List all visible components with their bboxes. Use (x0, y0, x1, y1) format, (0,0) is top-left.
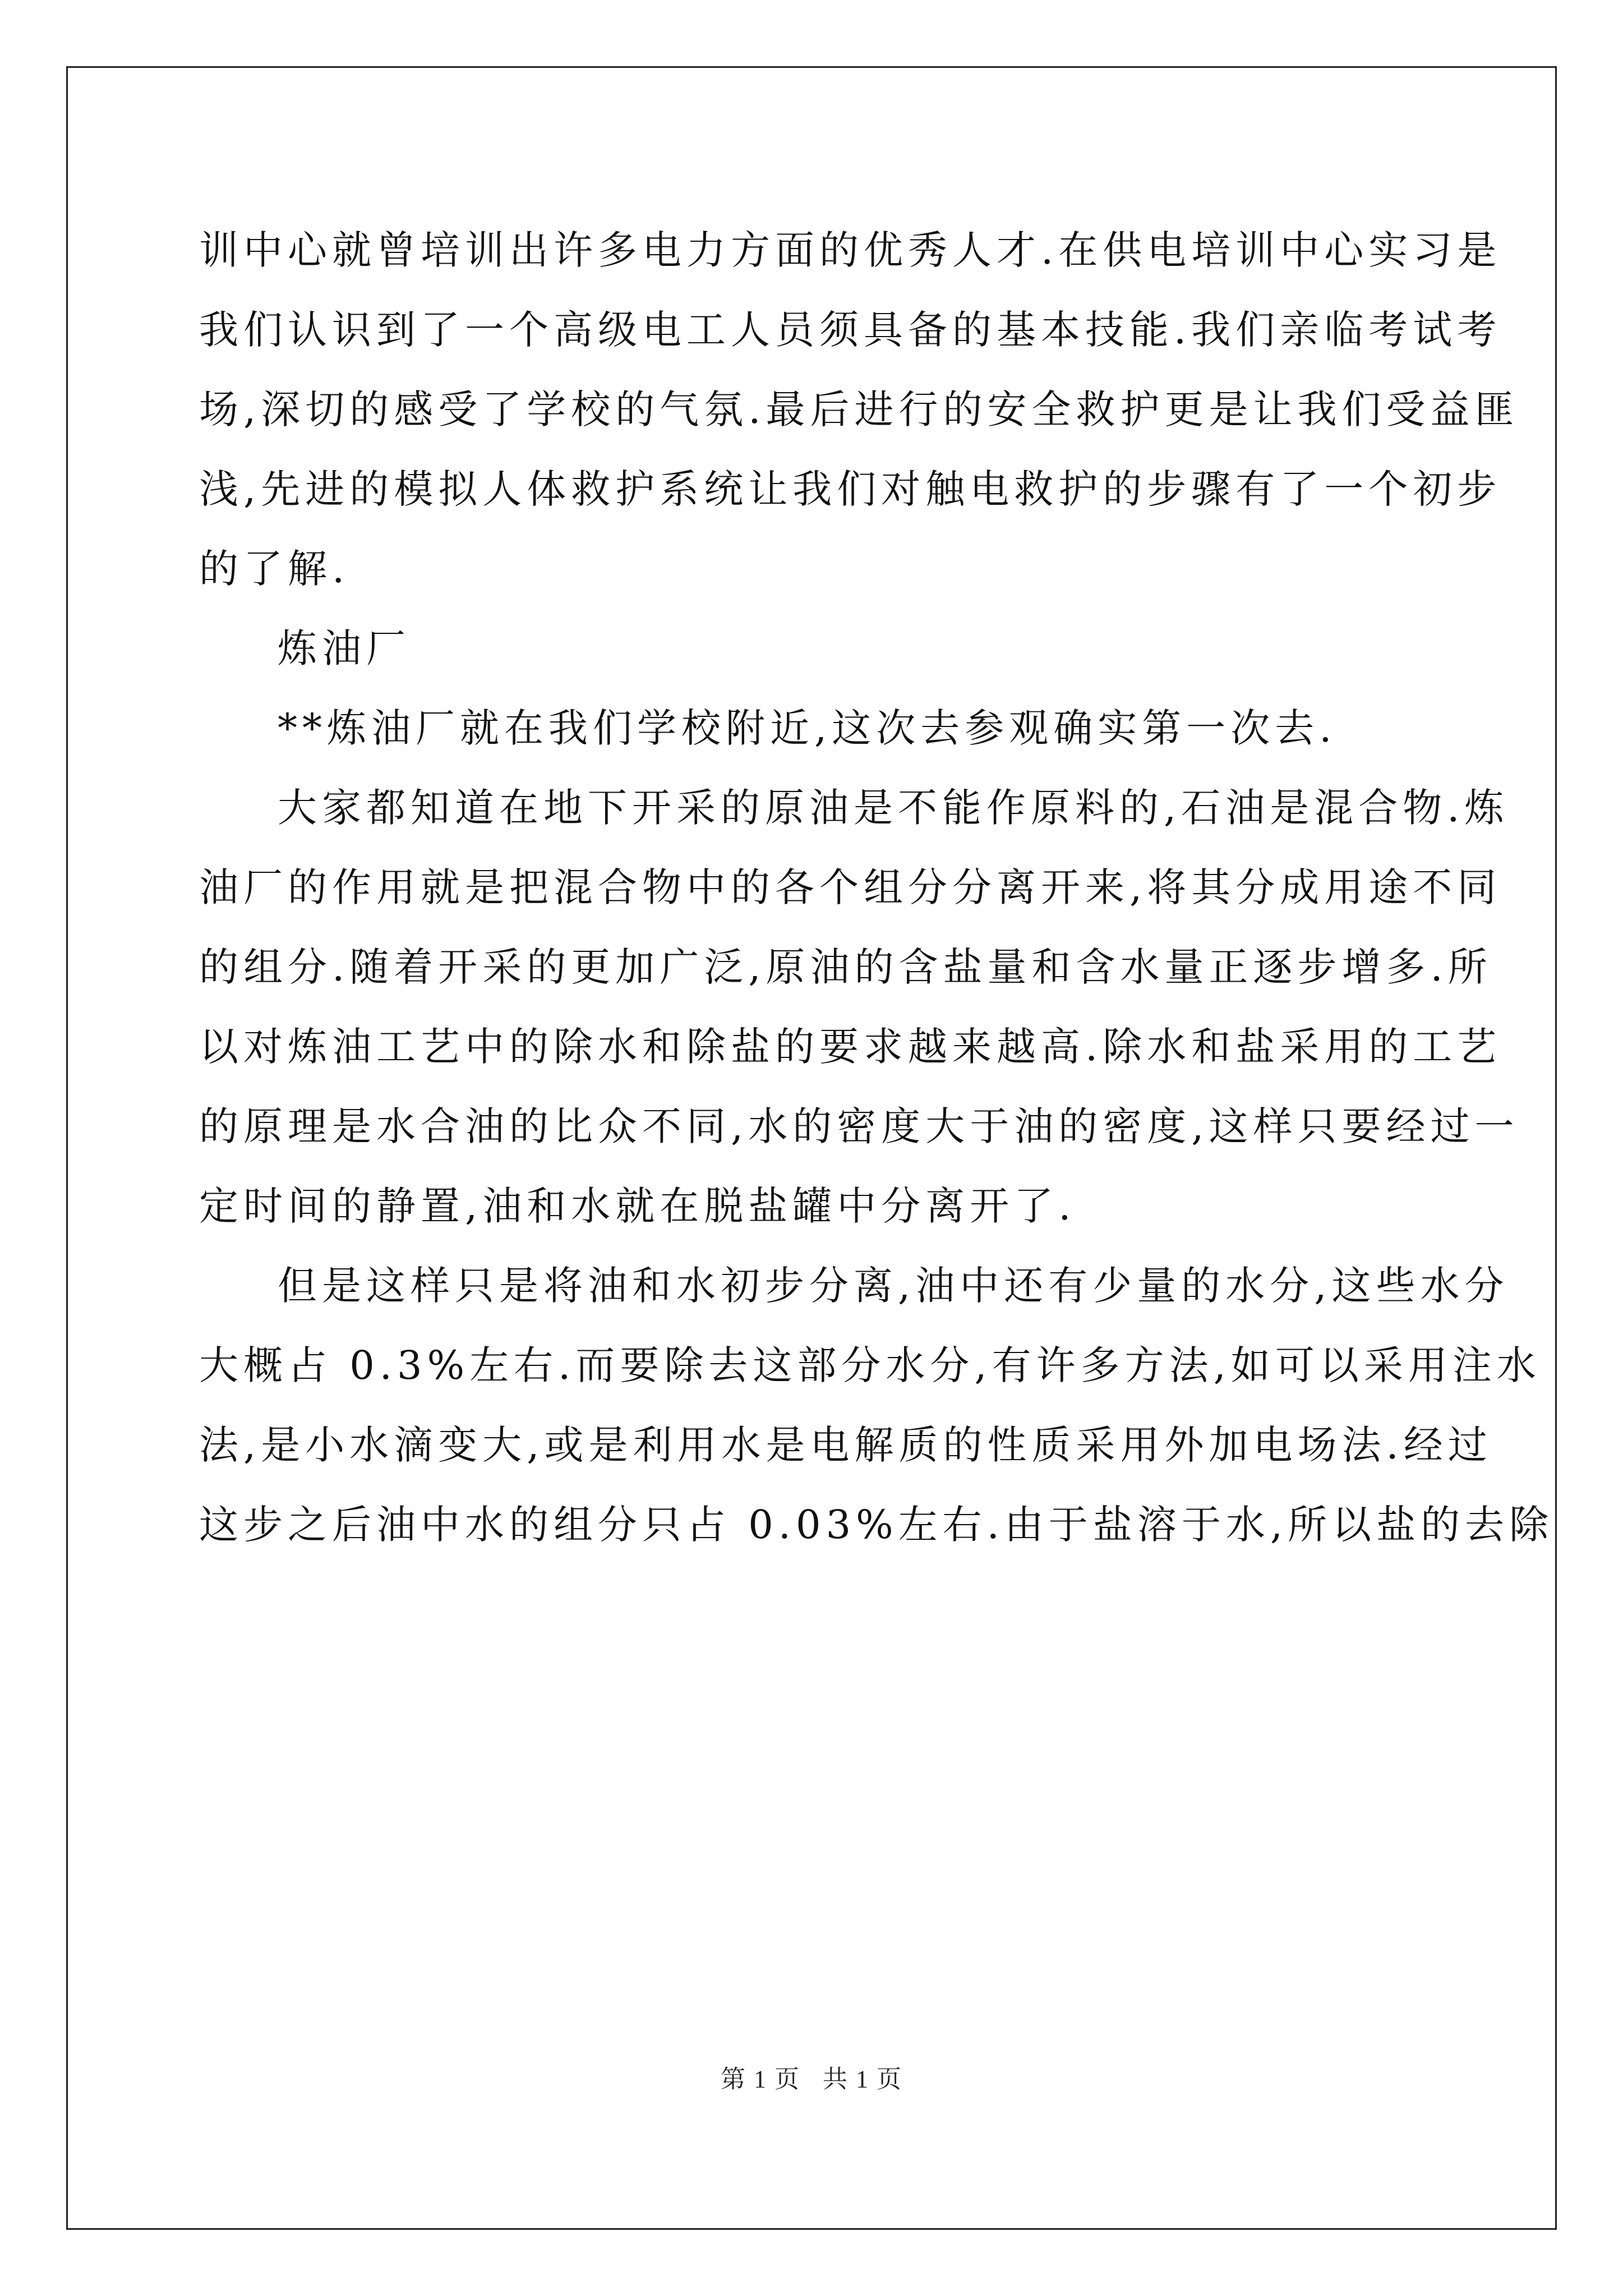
text-line: 浅,先进的模拟人体救护系统让我们对触电救护的步骤有了一个初步 (199, 466, 1502, 512)
text-line: 的了解. (199, 546, 350, 592)
text-line: 定时间的静置,油和水就在脱盐罐中分离开了. (199, 1183, 1076, 1229)
text-line: 的组分.随着开采的更加广泛,原油的含盐量和含水量正逐步增多.所 (199, 944, 1492, 990)
page-total: 共 1 页 (823, 2065, 902, 2093)
text-line: 的原理是水合油的比众不同,水的密度大于油的密度,这样只要经过一 (199, 1103, 1519, 1149)
text-line: 大家都知道在地下开采的原油是不能作原料的,石油是混合物.炼 (278, 785, 1509, 831)
text-line: 训中心就曾培训出许多电力方面的优秀人才.在供电培训中心实习是 (199, 227, 1502, 273)
text-line: 场,深切的感受了学校的气氛.最后进行的安全救护更是让我们受益匪 (199, 386, 1519, 432)
document-body (199, 210, 1554, 1565)
text-line: 炼油厂 (278, 625, 411, 671)
paragraph (199, 768, 1519, 1246)
page-number: 第 1 页 (721, 2065, 800, 2093)
paragraph (199, 1246, 1554, 1565)
page-footer (0, 2059, 1623, 2095)
text-line: 油厂的作用就是把混合物中的各个组分分离开来,将其分成用途不同 (199, 864, 1502, 910)
text-line: 法,是小水滴变大,或是利用水是电解质的性质采用外加电场法.经过 (199, 1422, 1492, 1468)
text-line: 我们认识到了一个高级电工人员须具备的基本技能.我们亲临考试考 (199, 307, 1502, 353)
text-line: 以对炼油工艺中的除水和除盐的要求越来越高.除水和盐采用的工艺 (199, 1024, 1502, 1070)
text-line: 这步之后油中水的组分只占 0.03%左右.由于盐溶于水,所以盐的去除 (199, 1502, 1554, 1548)
text-line: 但是这样只是将油和水初步分离,油中还有少量的水分,这些水分 (278, 1263, 1509, 1309)
text-line: **炼油厂就在我们学校附近,这次去参观确实第一次去. (278, 705, 1337, 751)
text-line: 大概占 0.3%左右.而要除去这部分水分,有许多方法,如可以采用注水 (199, 1342, 1541, 1388)
section-heading (199, 609, 1422, 688)
paragraph (199, 210, 1519, 609)
paragraph (199, 688, 1422, 768)
